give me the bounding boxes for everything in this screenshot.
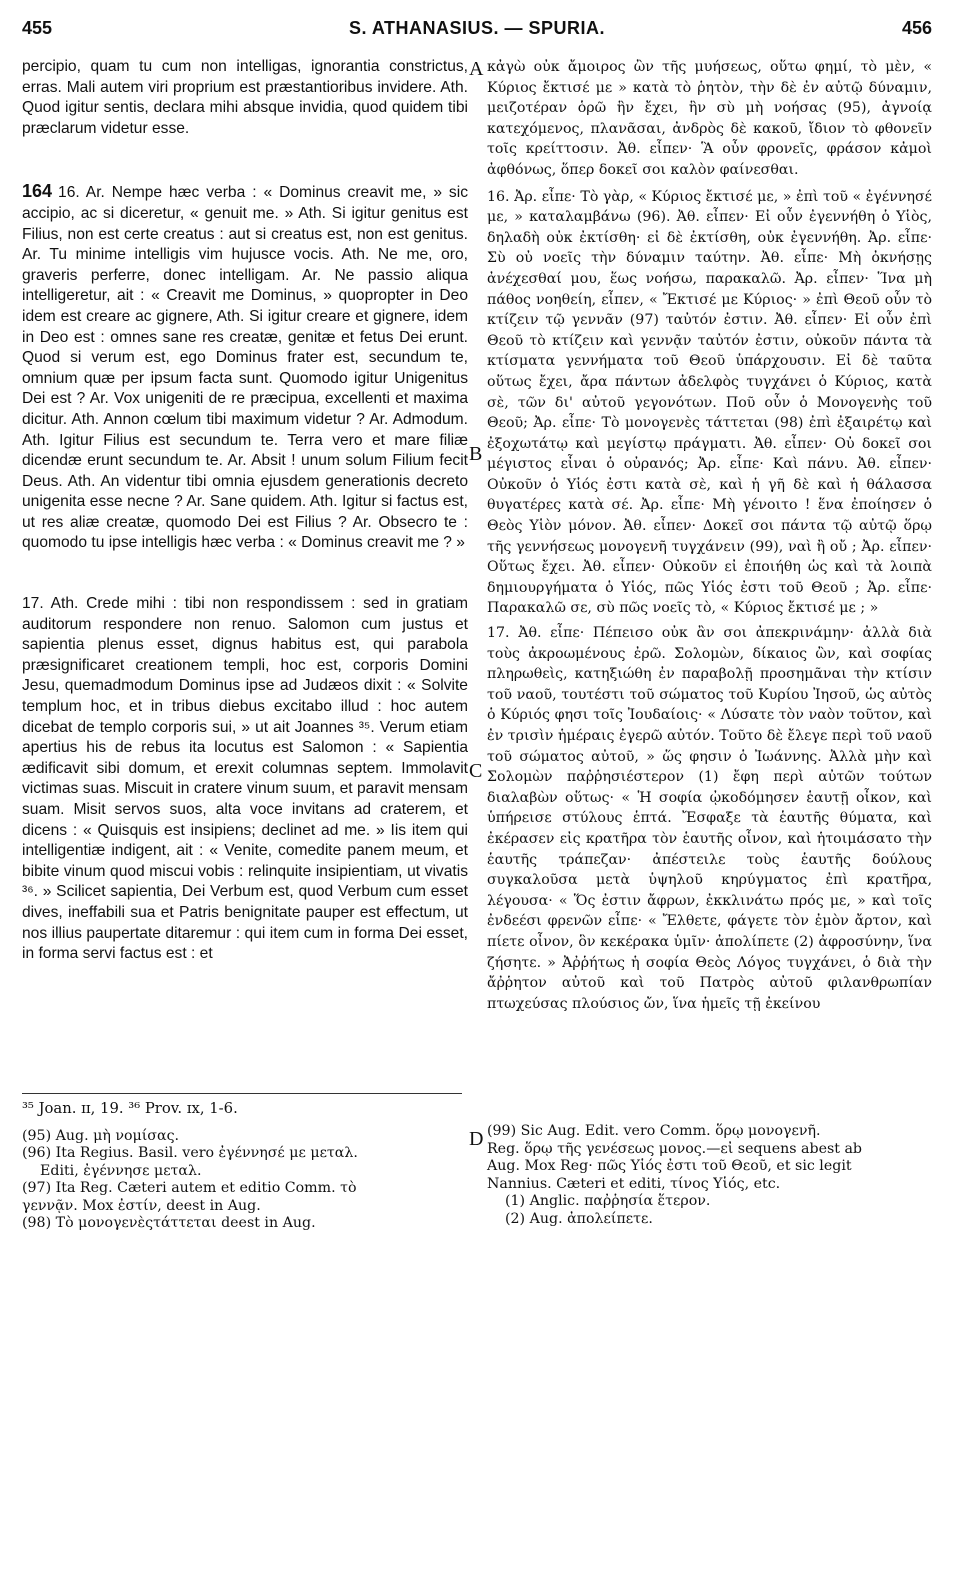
footnote: Reg. ὅρῳ τῆς γενέσεως μονος.—εἰ sequens abest ab xyxy=(487,1140,862,1157)
page-header xyxy=(22,18,932,48)
footnote: (1) Anglic. παῤῥησία ἕτερον. xyxy=(505,1193,711,1209)
page-number-left: 455 xyxy=(22,18,53,38)
margin-letter-d: D xyxy=(469,1128,484,1150)
footnotes-right xyxy=(487,1123,932,1228)
latin-paragraph-17: 17. Ath. Crede mihi : tibi non respondissem : sed in gratiam auditorum respondere non renuo. Salomon cum justus et sapientia plenus esset, dignus habitus est, qui parabola præsignificaret creationem templi, hoc est, corporis Domini Jesu, quemadmodum Dominus ipse ad Judæos dixit : « Solvite templum hoc, et in tribus diebus excitabo illud : hoc autem dicebat de templo corporis sui, » ut ait Joannes ³⁵. Verum etiam apertius his de rebus ita locutus est Salomon : « Sapientia ædificavit sibi domum, et erexit columnas septem. Immolavit victimas suas. Miscuit in cratere vinum suum, et paravit mensam suam. Misit servos suos, alta voce invitans ad craterem, et dicens : « Quisquis est insipiens; declinet ad me. » Iis item qui intelligentiæ indigent, ait : « Venite, comedite panem meum, et bibite vinum quod miscui vobis : relinquite insipientiam, ut vivatis ³⁶. » Scilicet sapientia, Dei Verbum est, quod Verbum cum esset dives, ineffabili sua et Patris benignitate pauper est effectum, ut nos illius paupertate ditaremur : qui item cum in forma Dei esset, in forma servi factus est : et xyxy=(22,595,468,963)
footnote: (95) Aug. μὴ νομίσας. xyxy=(22,1127,180,1144)
footnote: γεννᾷν. Mox ἐστίν, deest in Aug. xyxy=(22,1197,261,1214)
column-number: 164 xyxy=(22,181,53,202)
latin-intro-paragraph: percipio, quam tu cum non intelligas, ignorantia constrictus, erras. Mali autem viri proprium est præstantioribus invidere. Ath. Quod igitur sentis, declara mihi absque invidia, quod quidem tibi præclarum videtur esse. xyxy=(22,58,468,137)
greek-column xyxy=(487,57,932,1090)
footnote: (2) Aug. ἀπολείπετε. xyxy=(505,1210,653,1227)
margin-letter-b: B xyxy=(469,443,483,465)
footnotes-left xyxy=(22,1100,468,1233)
footnote-divider xyxy=(22,1093,462,1094)
latin-paragraph-16 xyxy=(22,181,468,554)
page-number-right: 456 xyxy=(901,18,932,38)
footnote-bible-refs: ³⁵ Joan. ɪɪ, 19. ³⁶ Prov. ɪx, 1-6. xyxy=(22,1100,238,1117)
running-title: S. ATHANASIUS. — SPURIA. xyxy=(348,18,606,38)
margin-letter-a: A xyxy=(469,58,484,80)
footnote: (98) Τὸ μονογενὲςτάττεται deest in Aug. xyxy=(22,1215,316,1231)
greek-intro-paragraph: κἀγὼ οὐκ ἄμοιρος ὢν τῆς μυήσεως, οὕτω φημί, τὸ μὲν, « Κύριος ἔκτισέ με » κατὰ τὸ ῥητὸν, τὴν δὲ ἐν αὐτῷ δύναμιν, μειζοτέραν ὁρῶ ἣν ἔχει, ἣν σὺ μὴ νοήσας (95), ἀγνοίᾳ κατεχόμενος, πλανᾶσαι, ἀνδρὸς δὲ κακοῦ, ἴδιον τὸ φθονεῖν τοῖς κρείττοσιν. Ἀθ. εἶπεν· Ἃ οὖν φρονεῖς, φράσον κἀμοὶ ἀφθόνως, ὅπερ δοκεῖ σοι καλὸν φαίνεσθαι. xyxy=(487,59,932,178)
footnote: (99) Sic Aug. Edit. vero Comm. ὅρῳ μονογενῆ. xyxy=(487,1123,821,1139)
footnote: (97) Ita Reg. Cæteri autem et editio Comm. τὸ xyxy=(22,1180,357,1196)
footnote: (96) Ita Regius. Basil. vero ἐγέννησέ με μεταλ. xyxy=(22,1145,358,1161)
greek-paragraph-17: 17. Ἀθ. εἶπε· Πέπεισο οὐκ ἂν σοι ἀπεκρινάμην· ἀλλὰ διὰ τοὺς ἀκροωμένους ἐρῶ. Σολομὼν, δίκαιος ὢν, καὶ σοφίας πληρωθεὶς, κατηξιώθη ἐν παραβολῇ προσημᾶναι τὴν κτίσιν τοῦ ναοῦ, τουτέστι τοῦ σώματος τοῦ Κυρίου Ἰησοῦ, ὡς αὐτὸς ὁ Κύριός φησι τοῖς Ἰουδαίοις· « Λύσατε τὸν ναὸν τοῦτον, καὶ ἐν τρισὶν ἡμέραις ἐγερῶ αὐτόν. Τοῦτο δὲ ἔλεγε περὶ τοῦ ναοῦ τοῦ σώματος αὐτοῦ, » ὥς φησιν ὁ Ἰωάννης. Ἀλλὰ μὴν καὶ Σολομὼν παῤῥησιέστερον (1) ἔφη περὶ αὐτῶν τούτων διαλαβὼν οὕτως· « Ἡ σοφία ᾠκοδόμησεν ἑαυτῇ οἶκον, καὶ ὑπήρεισε στύλους ἑπτά. Ἔσφαξε τὰ ἑαυτῆς θύματα, καὶ ἐκέρασεν εἰς κρατῆρα τὸν ἑαυτῆς οἶνον, καὶ ἡτοιμάσατο τὴν ἑαυτῆς τράπεζαν· ἀπέστειλε τοὺς ἑαυτῆς δούλους συγκαλοῦσα μετὰ ὑψηλοῦ κηρύγματος ἐπὶ κρατῆρα, λέγουσα· « Ὅς ἐστιν ἄφρων, ἐκκλινάτω πρός με, » καὶ τοῖς ἐνδεέσι φρενῶν εἶπε· « Ἔλθετε, φάγετε τὸν ἐμὸν ἄρτον, καὶ πίετε οἶνον, ὃν κεκέρακα ὑμῖν· ἀπολίπετε (2) ἀφροσύνην, ἵνα ζήσητε. » Ἀῤῥήτως ἡ σοφία Θεὸς Λόγος τυγχάνει, ὁ διὰ τὴν ἄῤῥητον αὐτοῦ καὶ τοῦ Πατρὸς αὐτοῦ φιλανθρωπίαν πτωχεύσας πλούσιος ὤν, ἵνα ἡμεῖς τῇ ἐκείνου xyxy=(487,625,932,1012)
footnote: Nannius. Cæteri et editi, τίνος Υἱός, etc. xyxy=(487,1175,781,1192)
margin-letter-c: C xyxy=(469,760,483,782)
latin-column xyxy=(22,57,468,1090)
latin-paragraph-16-text: 16. Ar. Nempe hæc verba : « Dominus creavit me, » sic accipio, ac si diceretur, « genuit me. » Ath. Si igitur genitus est Filius, non est certe creatus : aut si creatus est, non est genitus. Ar. Tu minime intelligis vim hujusce vocis. Ath. Ne me, oro, graveris perferre, donec intelligam. Ar. Ne passio aliqua intelligeretur, ait : « Creavit me Dominus, » quopropter in Deo idem est creare ac gignere, Ath. Si igitur creare et gignere, idem in Deo est : omnes sane res creatæ, genitæ et fetus Dei erunt. Quod si verum est, ego Dominus frater est, secundum te, omnium quæ per ipsum facta sunt. Quomodo igitur Unigenitus Dei est ? Ar. Vox unigeniti de re præcipua, excellenti et maxima dicitur. Ath. Annon cœlum tibi maximum videtur ? Ar. Admodum. Ath. Igitur Filius est secundum te. Terra vero et mare filiæ dicendæ erunt secundum te. Ar. Absit ! unum solum Filium fecit Deus. Ath. An videntur tibi omnia ejusdem generationis decreto unigenita esse necne ? Ar. Sane quidem. Ath. Igitur si factus est, ut res aliæ creatæ, quomodo Dei est Filius ? Ar. Obsecro te : quomodo tu ipse intelligis hæc verba : « Dominus creavit me ? » xyxy=(22,184,468,552)
footnote: Editi, ἐγέννησε μεταλ. xyxy=(40,1162,202,1179)
footnote: Aug. Mox Reg· πῶς Υἱός ἐστι τοῦ Θεοῦ, et sic legit xyxy=(487,1158,852,1174)
greek-paragraph-16: 16. Ἀρ. εἶπε· Τὸ γὰρ, « Κύριος ἔκτισέ με, » ἐπὶ τοῦ « ἐγέννησέ με, » καταλαμβάνω (96). Ἀθ. εἶπεν· Εἰ οὖν ἐγεννήθη ὁ Υἱὸς, δηλαδὴ οὐκ ἐκτίσθη· εἰ δὲ ἐκτίσθη, οὐκ ἐγεννήθη. Ἀρ. εἶπε· Σὺ οὐ νοεῖς τὴν δύναμιν ταύτην. Ἀθ. εἶπε· Μὴ ὀκνήσῃς ἀνέχεσθαί μου, ἕως νοήσω, παρακαλῶ. Ἀρ. εἶπεν· Ἵνα μὴ πάθος νοηθείη, εἶπεν, « Ἔκτισέ με Κύριος· » ἐπὶ Θεοῦ οὖν τὸ κτίζειν τῷ γεννᾶν (97) ταὐτόν ἐστιν. Ἀθ. εἶπεν· Εἰ οὖν ἐπὶ Θεοῦ τὸ κτίζειν καὶ γεννᾷν ταὐτόν ἐστιν, οὐκοῦν πάντα τὰ κτίσματα γεννήματα τοῦ Θεοῦ ὑπάρχουσιν. Εἰ δὲ ταῦτα οὕτως ἔχει, ἄρα πάντων ἀδελφὸς τυγχάνει ὁ Κύριος, κατὰ σὲ, τῶν δι' αὐτοῦ γεγονότων. Ποῦ οὖν ὁ Μονογενὴς τοῦ Θεοῦ; Ἀρ. εἶπε· Τὸ μονογενὲς τάττεται (98) ἐπὶ ἐξαιρέτῳ καὶ ἐξοχωτάτῳ καὶ μεγίστῳ πράγματι. Ἀθ. εἶπεν· Οὐ δοκεῖ σοι μέγιστος εἶναι ὁ οὐρανός; Ἀρ. εἶπε· Καὶ πάνυ. Ἀθ. εἶπεν· Οὐκοῦν ὁ Υἱός ἐστι κατὰ σὲ, καὶ ἡ γῆ δὲ καὶ ἡ θάλασσα θυγατέρες κατὰ σέ. Ἀρ. εἶπε· Μὴ γένοιτο ! ἕνα ἐποίησεν ὁ Θεὸς Υἱὸν μόνον. Ἀθ. εἶπεν· Δοκεῖ σοι πάντα τῷ αὐτῷ ὅρῳ τῆς γεννήσεως μονογενῆ τυγχάνειν (99), ναὶ ἢ οὔ ; Ἀρ. εἶπεν· Οὕτως ἔχει. Ἀθ. εἶπεν· Οὐκοῦν εἰ ἐποιήθη ὡς καὶ τὰ λοιπὰ δημιουργήματα ὁ Υἱός, πῶς Υἱός ἐστι τοῦ Θεοῦ ; Ἀρ. εἶπε· Παρακαλῶ σε, σὺ πῶς νοεῖς τὸ, « Κύριος ἔκτισέ με ; » xyxy=(487,188,932,617)
